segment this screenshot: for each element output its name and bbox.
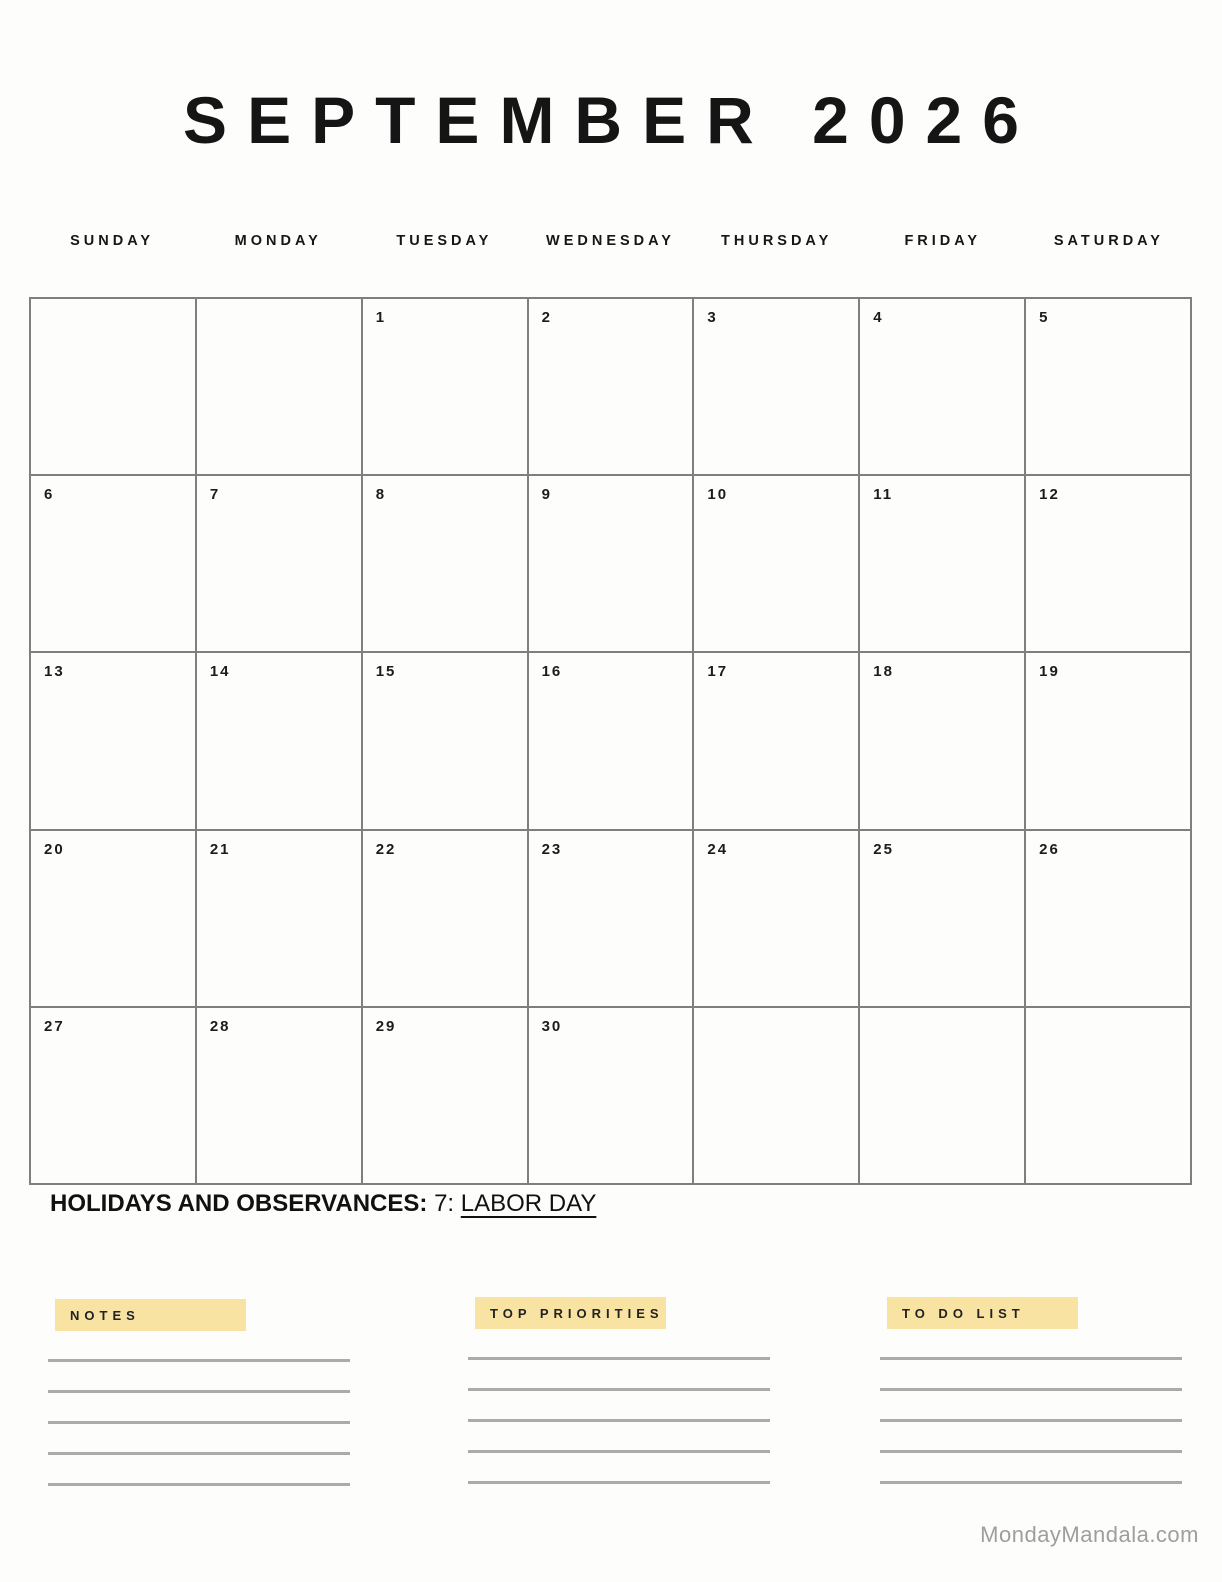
day-number: 9 [541,486,552,504]
note-line [48,1393,350,1424]
note-line [880,1453,1182,1484]
holidays-label: HOLIDAYS AND OBSERVANCES: [50,1190,428,1217]
day-number: 20 [44,840,65,858]
holiday-name: LABOR DAY [460,1190,597,1217]
day-cell [363,299,527,474]
day-number: 24 [707,840,729,858]
day-cell [860,1008,1024,1183]
to-do-list-label: TO DO LIST [887,1297,1078,1329]
day-cell [197,299,361,474]
day-cell [694,831,858,1006]
day-cell [694,299,858,474]
day-number: 30 [541,1017,563,1035]
day-number: 21 [209,840,231,858]
note-line [468,1391,770,1422]
note-line [468,1422,770,1453]
day-cell [31,1008,195,1183]
note-line [48,1331,350,1362]
top-priorities-section [468,1297,770,1484]
day-cell [31,831,195,1006]
note-line [48,1455,350,1486]
day-cell [1026,831,1190,1006]
day-number: 12 [1039,486,1060,504]
day-number: 10 [707,486,729,504]
note-line [880,1360,1182,1391]
day-cell [31,653,195,828]
note-line [880,1391,1182,1422]
weekday-friday: FRIDAY [904,233,982,249]
page-title: SEPTEMBER 2026 [183,83,1039,157]
day-number: 3 [707,309,718,326]
notes-lines [48,1331,350,1486]
holidays-line [50,1190,596,1218]
note-line [880,1329,1182,1360]
day-number: 23 [541,840,563,858]
day-cell [860,653,1024,828]
note-line [468,1329,770,1360]
top-priorities-lines [468,1329,770,1484]
day-number: 13 [44,663,65,681]
notes-label: NOTES [55,1299,246,1331]
day-number: 17 [707,663,729,681]
day-number: 8 [375,486,387,504]
day-number: 28 [209,1017,231,1035]
day-cell [363,653,527,828]
note-line [880,1422,1182,1453]
note-line [48,1424,350,1455]
weekday-header-row [29,233,1192,249]
day-number: 7 [209,486,221,504]
weekday-wednesday: WEDNESDAY [546,233,675,249]
holiday-day: 7: [434,1190,455,1217]
day-number: 18 [873,663,894,681]
day-cell [694,1008,858,1183]
day-number: 26 [1039,840,1060,858]
note-line [468,1453,770,1484]
day-number: 4 [873,309,884,326]
day-cell [860,831,1024,1006]
day-cell [197,1008,361,1183]
day-cell [363,831,527,1006]
day-cell [529,653,693,828]
top-priorities-label: TOP PRIORITIES [475,1297,666,1329]
day-number: 14 [209,663,231,681]
day-number: 22 [375,840,397,858]
day-cell [529,476,693,651]
day-cell [363,476,527,651]
weekday-sunday: SUNDAY [70,233,155,249]
day-cell [31,299,195,474]
weekday-tuesday: TUESDAY [396,233,493,249]
note-line [48,1362,350,1393]
day-cell [1026,1008,1190,1183]
day-number: 19 [1039,663,1060,681]
day-cell [197,653,361,828]
day-cell [1026,299,1190,474]
day-cell [363,1008,527,1183]
day-number: 11 [873,486,894,504]
day-cell [31,476,195,651]
day-cell [860,476,1024,651]
day-cell [529,1008,693,1183]
watermark: MondayMandala.com [980,1522,1199,1547]
day-cell [860,299,1024,474]
calendar-grid [29,297,1192,1185]
day-cell [694,476,858,651]
day-number: 1 [375,309,387,326]
day-number: 16 [541,663,563,681]
day-number: 6 [44,486,55,504]
weekday-thursday: THURSDAY [721,233,833,249]
day-number: 15 [375,663,397,681]
weekday-saturday: SATURDAY [1053,233,1164,249]
day-cell [1026,476,1190,651]
day-number: 2 [541,309,552,326]
day-number: 29 [375,1017,397,1035]
to-do-list-section [880,1297,1182,1484]
notes-section [48,1299,350,1486]
day-number: 27 [44,1017,65,1035]
to-do-list-lines [880,1329,1182,1484]
day-cell [197,476,361,651]
day-number: 25 [873,840,894,858]
day-number: 5 [1039,309,1050,326]
note-line [468,1360,770,1391]
day-cell [694,653,858,828]
weekday-monday: MONDAY [234,233,322,249]
day-cell [529,831,693,1006]
day-cell [1026,653,1190,828]
day-cell [529,299,693,474]
day-cell [197,831,361,1006]
